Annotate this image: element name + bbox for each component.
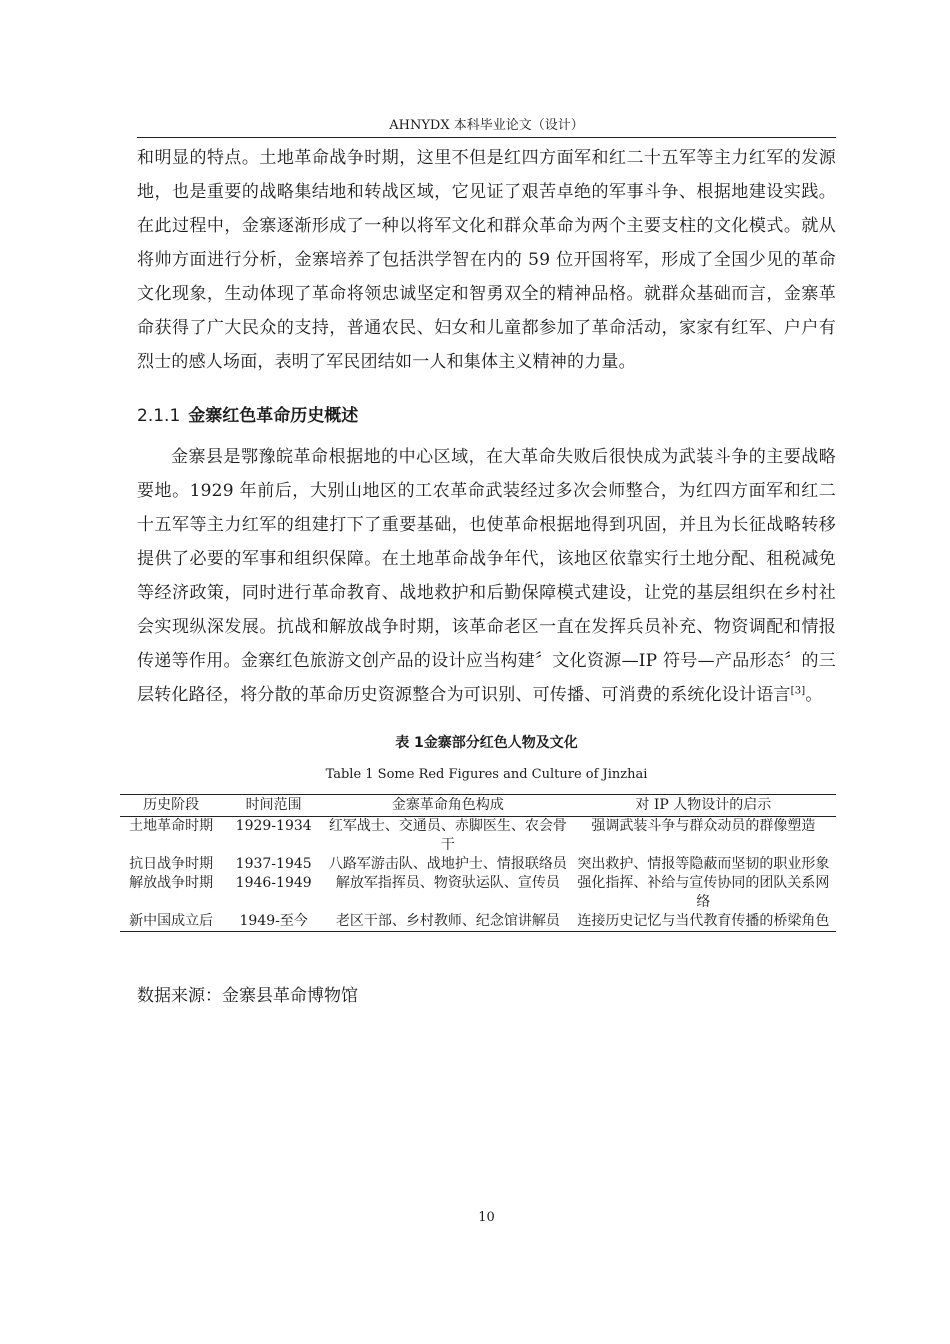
section-number: 2.1.1 xyxy=(137,406,181,426)
header-ip-insight: 对 IP 人物设计的启示 xyxy=(635,797,772,813)
header-roles: 金寨革命角色构成 xyxy=(391,797,504,813)
cell-insight: 强化指挥、补给与宣传协同的团队关系网络 xyxy=(577,875,830,910)
table-row xyxy=(120,817,836,856)
cell-period: 1946-1949 xyxy=(235,875,312,891)
paragraph-2-text: 金寨县是鄂豫皖革命根据地的中心区域，在大革命失败后很快成为武装斗争的主要战略要地。1929 年前后，大别山地区的工农革命武装经过多次会师整合，为红四方面军和红二十五军等主力红军的组建打下了重要基础，也使革命根据地得到巩固，并且为长征战略转移提供了必要的军事和组织保障。在土地革命战争年代，该地区依靠实行土地分配、租税减免等经济政策，同时进行革命教育、战地救护和后勤保障模式建设，让党的基层组织在乡村社会实现纵深发展。抗战和解放战争时期，该革命老区一直在发挥兵员补充、物资调配和情报传递等作用。金寨红色旅游文创产品的设计应当构建〞文化资源—IP 符号—产品形态〞的三层转化路径，将分散的革命历史资源整合为可识别、可传播、可消费的系统化设计语言 xyxy=(137,447,836,705)
section-heading xyxy=(137,399,358,433)
table-caption-zh: 表 1金寨部分红色人物及文化 xyxy=(395,735,578,751)
cell-insight: 连接历史记忆与当代教育传播的桥梁角色 xyxy=(577,913,830,929)
table-row xyxy=(120,912,836,932)
paragraph-2-end: 。 xyxy=(805,685,823,705)
cell-roles: 解放军指挥员、物资驮运队、宣传员 xyxy=(335,875,560,891)
running-header: AHNYDX 本科毕业论文（设计） xyxy=(389,118,584,133)
header-rule xyxy=(137,137,836,138)
table-caption-en: Table 1 Some Red Figures and Culture of Jinzhai xyxy=(325,767,648,782)
cell-stage: 抗日战争时期 xyxy=(129,856,214,872)
cell-period: 1937-1945 xyxy=(235,856,312,872)
red-figures-table xyxy=(120,794,836,932)
cell-roles: 红军战士、交通员、赤脚医生、农会骨干 xyxy=(328,818,567,853)
table-row xyxy=(120,874,836,912)
table-header-row xyxy=(120,795,836,817)
page-number: 10 xyxy=(478,1210,495,1225)
cell-stage: 解放战争时期 xyxy=(129,875,214,891)
cell-roles: 老区干部、乡村教师、纪念馆讲解员 xyxy=(335,913,560,929)
cell-roles: 八路军游击队、战地护士、情报联络员 xyxy=(328,856,567,872)
header-period: 时间范围 xyxy=(245,797,302,813)
section-title: 金寨红色革命历史概述 xyxy=(188,406,359,426)
cell-stage: 土地革命时期 xyxy=(129,818,214,834)
cell-period: 1949-至今 xyxy=(239,913,308,929)
cell-stage: 新中国成立后 xyxy=(129,913,214,929)
cell-insight: 突出救护、情报等隐蔽而坚韧的职业形象 xyxy=(577,856,830,872)
body-paragraph-1: 和明显的特点。土地革命战争时期，这里不但是红四方面军和红二十五军等主力红军的发源地，也是重要的战略集结地和转战区域，它见证了艰苦卓绝的军事斗争、根据地建设实践。在此过程中，金寨逐渐形成了一种以将军文化和群众革命为两个主要支柱的文化模式。就从将帅方面进行分析，金寨培养了包括洪学智在内的 59 位开国将军，形成了全国少见的革命文化现象，生动体现了革命将领忠诚坚定和智勇双全的精神品格。就群众基础而言，金寨革命获得了广大民众的支持，普通农民、妇女和儿童都参加了革命活动，家家有红军、户户有烈士的感人场面，表明了军民团结如一人和集体主义精神的力量。 xyxy=(137,148,836,372)
table-row xyxy=(120,855,836,874)
body-paragraph-2 xyxy=(137,440,836,712)
cell-insight: 强调武装斗争与群众动员的群像塑造 xyxy=(591,818,816,834)
data-source-note: 数据来源：金寨县革命博物馆 xyxy=(137,986,358,1006)
citation-ref[interactable]: [3] xyxy=(790,685,806,697)
header-stage: 历史阶段 xyxy=(143,797,200,813)
cell-period: 1929-1934 xyxy=(235,818,312,834)
